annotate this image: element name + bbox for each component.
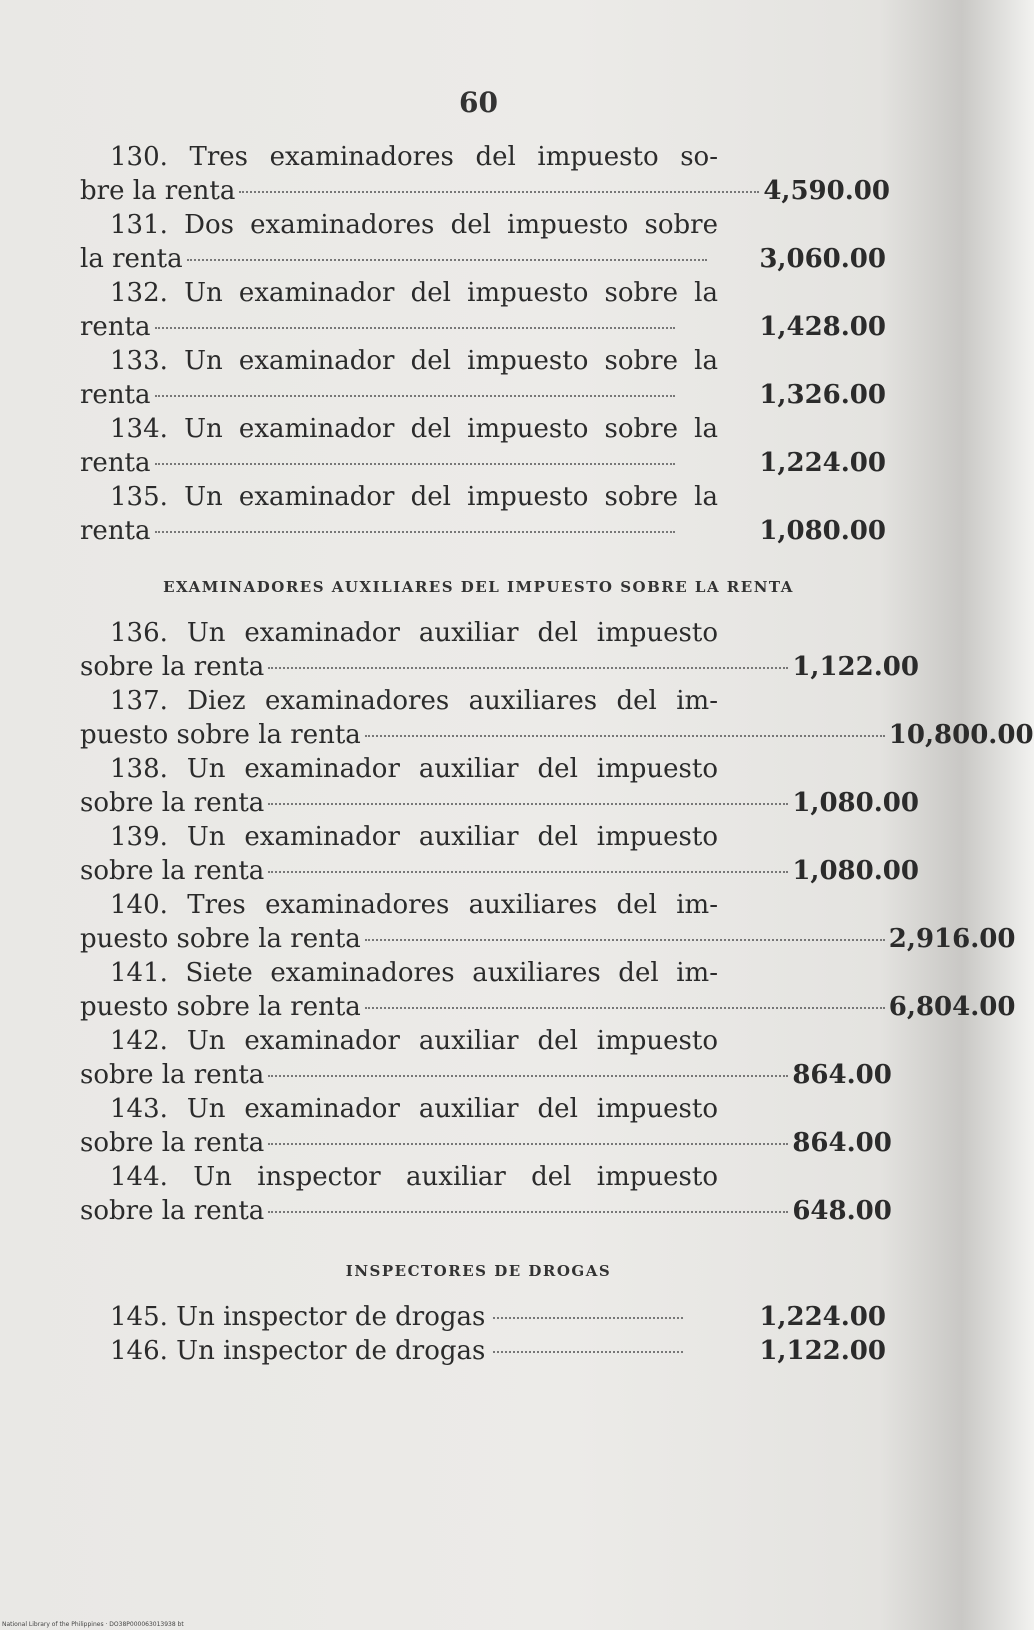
entry-130: [80, 140, 890, 208]
entry-description-continued: sobre la renta: [80, 1128, 265, 1158]
dot-leader: [268, 667, 788, 669]
entry-131: [80, 208, 886, 276]
entry-description-continued: sobre la renta: [80, 652, 265, 682]
dot-leader: [155, 395, 675, 397]
entry-amount: 1,080.00: [792, 788, 919, 818]
entry-amount: 10,800.00: [888, 720, 1034, 750]
entry-135: [80, 480, 886, 548]
entry-description-continued: renta: [80, 448, 151, 478]
entry-138: [80, 752, 919, 820]
entry-description: 140. Tres examinadores auxiliares del im-: [110, 890, 718, 920]
entry-description: 146. Un inspector de drogas: [110, 1336, 486, 1366]
entry-description-continued: puesto sobre la renta: [80, 992, 361, 1022]
dot-leader: [365, 1007, 885, 1009]
entry-amount: 1,080.00: [759, 516, 886, 546]
entry-amount: 2,916.00: [888, 924, 1016, 954]
entry-description-continued: bre la renta: [80, 176, 236, 206]
entry-description: 130. Tres examinadores del impuesto so-: [110, 142, 718, 172]
entry-description: 131. Dos examinadores del impuesto sobre: [110, 210, 718, 240]
dot-leader: [365, 939, 885, 941]
entry-amount: 648.00: [792, 1196, 892, 1226]
entry-description: 139. Un examinador auxiliar del impuesto: [110, 822, 718, 852]
entry-description: 133. Un examinador del impuesto sobre la: [110, 346, 718, 376]
section-heading-auxiliares: EXAMINADORES AUXILIARES DEL IMPUESTO SOBRE LA RENTA: [163, 578, 794, 596]
entry-description: 143. Un examinador auxiliar del impuesto: [110, 1094, 718, 1124]
entry-description-continued: puesto sobre la renta: [80, 720, 361, 750]
entry-description-continued: renta: [80, 516, 151, 546]
entry-description-continued: sobre la renta: [80, 856, 265, 886]
entry-amount: 864.00: [792, 1060, 892, 1090]
entry-description-continued: sobre la renta: [80, 1196, 265, 1226]
entry-description-continued: puesto sobre la renta: [80, 924, 361, 954]
dot-leader: [155, 531, 675, 533]
dot-leader: [268, 871, 788, 873]
entry-description-continued: renta: [80, 380, 151, 410]
entry-amount: 1,428.00: [759, 312, 886, 342]
dot-leader: [365, 735, 885, 737]
entry-description-continued: sobre la renta: [80, 1060, 265, 1090]
dot-leader: [268, 803, 788, 805]
entry-description: 136. Un examinador auxiliar del impuesto: [110, 618, 718, 648]
dot-leader: [155, 463, 675, 465]
entry-137: [80, 684, 1034, 752]
entry-amount: 1,122.00: [759, 1336, 886, 1366]
dot-leader: [239, 191, 759, 193]
entry-144: [80, 1160, 892, 1228]
entry-description: 132. Un examinador del impuesto sobre la: [110, 278, 718, 308]
entry-description: 134. Un examinador del impuesto sobre la: [110, 414, 718, 444]
dot-leader: [268, 1075, 788, 1077]
section-heading-drogas: INSPECTORES DE DROGAS: [345, 1262, 612, 1280]
dot-leader: [493, 1351, 683, 1353]
dot-leader: [268, 1211, 788, 1213]
entry-description-continued: sobre la renta: [80, 788, 265, 818]
entry-amount: 1,224.00: [759, 448, 886, 478]
entry-amount: 3,060.00: [759, 244, 886, 274]
entry-description: 138. Un examinador auxiliar del impuesto: [110, 754, 718, 784]
entry-143: [80, 1092, 892, 1160]
drug-inspectors-section: [80, 1300, 886, 1368]
dot-leader: [187, 259, 707, 261]
dot-leader: [268, 1143, 788, 1145]
income-tax-examiners-section: [80, 140, 890, 548]
entry-132: [80, 276, 886, 344]
entry-140: [80, 888, 1016, 956]
page-number: 60: [459, 86, 498, 119]
entry-description-continued: renta: [80, 312, 151, 342]
dot-leader: [155, 327, 675, 329]
entry-145: [80, 1300, 886, 1334]
dot-leader: [493, 1317, 683, 1319]
entry-amount: 4,590.00: [763, 176, 890, 206]
scan-credit: National Library of the Philippines · DO38P000063013938 bt: [2, 1621, 184, 1628]
entry-description: 141. Siete examinadores auxiliares del im-: [110, 958, 718, 988]
entry-amount: 6,804.00: [888, 992, 1016, 1022]
entry-description: 135. Un examinador del impuesto sobre la: [110, 482, 718, 512]
entry-description: 142. Un examinador auxiliar del impuesto: [110, 1026, 718, 1056]
entry-amount: 1,224.00: [759, 1302, 886, 1332]
entry-142: [80, 1024, 892, 1092]
entry-146: [80, 1334, 886, 1368]
entry-139: [80, 820, 919, 888]
entry-description-continued: la renta: [80, 244, 183, 274]
entry-amount: 1,122.00: [792, 652, 919, 682]
entry-description: 137. Diez examinadores auxiliares del im-: [110, 686, 718, 716]
entry-amount: 1,080.00: [792, 856, 919, 886]
entry-description: 145. Un inspector de drogas: [110, 1302, 486, 1332]
entry-141: [80, 956, 1016, 1024]
entry-description: 144. Un inspector auxiliar del impuesto: [110, 1162, 718, 1192]
entry-amount: 864.00: [792, 1128, 892, 1158]
entry-133: [80, 344, 886, 412]
entry-136: [80, 616, 919, 684]
auxiliary-examiners-section: [80, 616, 1034, 1228]
entry-amount: 1,326.00: [759, 380, 886, 410]
entry-134: [80, 412, 886, 480]
